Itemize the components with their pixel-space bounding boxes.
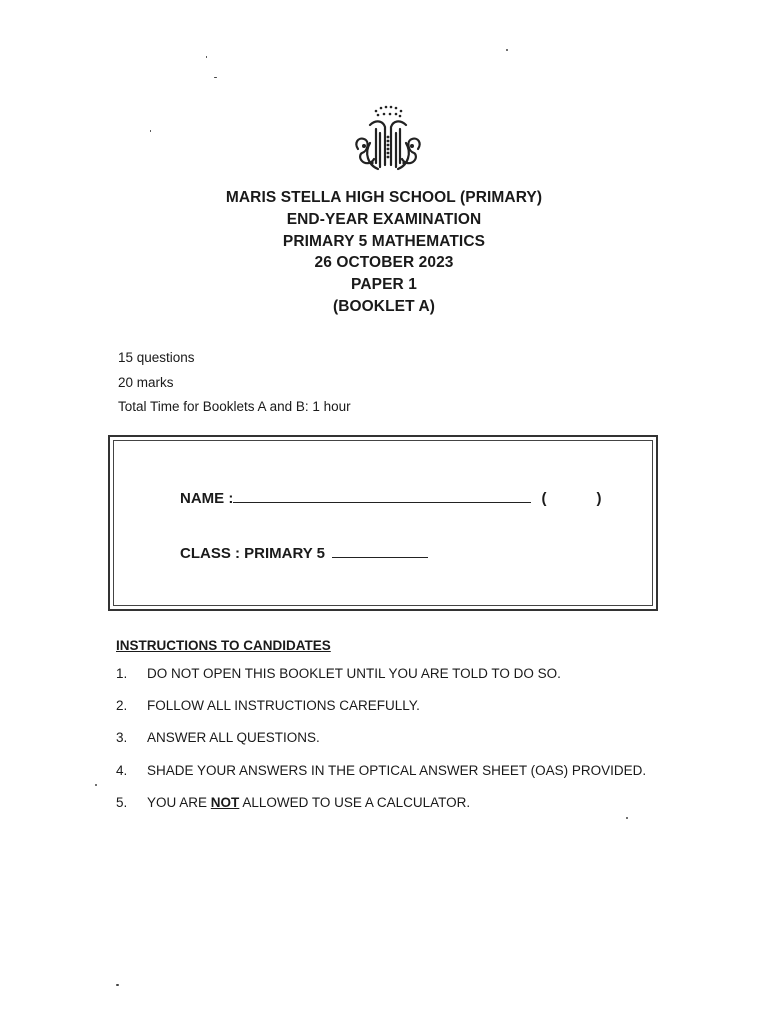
register-number-open: (: [541, 490, 547, 507]
instruction-text: ANSWER ALL QUESTIONS.: [147, 730, 320, 746]
candidate-details-inner: [113, 440, 653, 606]
instruction-number: 5.: [116, 794, 128, 810]
exam-title: END-YEAR EXAMINATION: [286, 210, 482, 228]
class-label: CLASS : PRIMARY 5: [180, 545, 326, 562]
instruction-item: [116, 795, 646, 827]
booklet-label: (BOOKLET A): [332, 297, 436, 315]
scan-speck: [506, 49, 508, 51]
exam-header: [0, 187, 768, 318]
exam-meta: [118, 346, 351, 420]
instruction-item: [116, 730, 646, 762]
question-count: 15 questions: [118, 350, 195, 365]
scan-speck: [214, 77, 217, 78]
subject-title: PRIMARY 5 MATHEMATICS: [282, 232, 486, 250]
time-allowed: Total Time for Booklets A and B: 1 hour: [118, 399, 351, 414]
paper-number: PAPER 1: [351, 276, 417, 294]
name-line[interactable]: [233, 502, 531, 503]
register-number-close: ): [596, 490, 602, 507]
instruction-text-post: ALLOWED TO USE A CALCULATOR.: [242, 794, 471, 810]
instruction-text: SHADE YOUR ANSWERS IN THE OPTICAL ANSWER SHEET (OAS) PROVIDED.: [147, 762, 647, 778]
scan-speck: [116, 984, 119, 986]
instruction-text: FOLLOW ALL INSTRUCTIONS CAREFULLY.: [147, 698, 420, 714]
instruction-text-pre: YOU ARE: [147, 794, 208, 810]
scan-speck: [206, 56, 207, 58]
instruction-text: DO NOT OPEN THIS BOOKLET UNTIL YOU ARE TOLD TO DO SO.: [147, 666, 561, 681]
instructions-section: [116, 638, 646, 827]
candidate-details-box: [108, 435, 658, 611]
instruction-emphasis: NOT: [210, 794, 240, 810]
instruction-number: 4.: [116, 762, 128, 778]
instruction-number: 2.: [116, 698, 128, 714]
scan-speck: [150, 130, 151, 132]
instruction-text: [147, 795, 470, 827]
school-crest-logo: [348, 103, 428, 183]
instructions-title: INSTRUCTIONS TO CANDIDATES: [116, 638, 331, 653]
school-name: MARIS STELLA HIGH SCHOOL (PRIMARY): [225, 189, 543, 206]
exam-date: 26 OCTOBER 2023: [314, 254, 454, 272]
mark-count: 20 marks: [118, 374, 174, 390]
name-label: NAME :: [180, 490, 234, 507]
instruction-item: [116, 666, 646, 698]
class-field: [180, 545, 428, 562]
instruction-number: 1.: [116, 666, 128, 681]
scan-speck: [626, 817, 628, 819]
instruction-item: [116, 763, 646, 795]
scan-speck: [95, 784, 97, 786]
class-line[interactable]: [332, 557, 428, 558]
instruction-item: [116, 698, 646, 730]
name-field: [180, 490, 602, 507]
instruction-number: 3.: [116, 730, 128, 746]
